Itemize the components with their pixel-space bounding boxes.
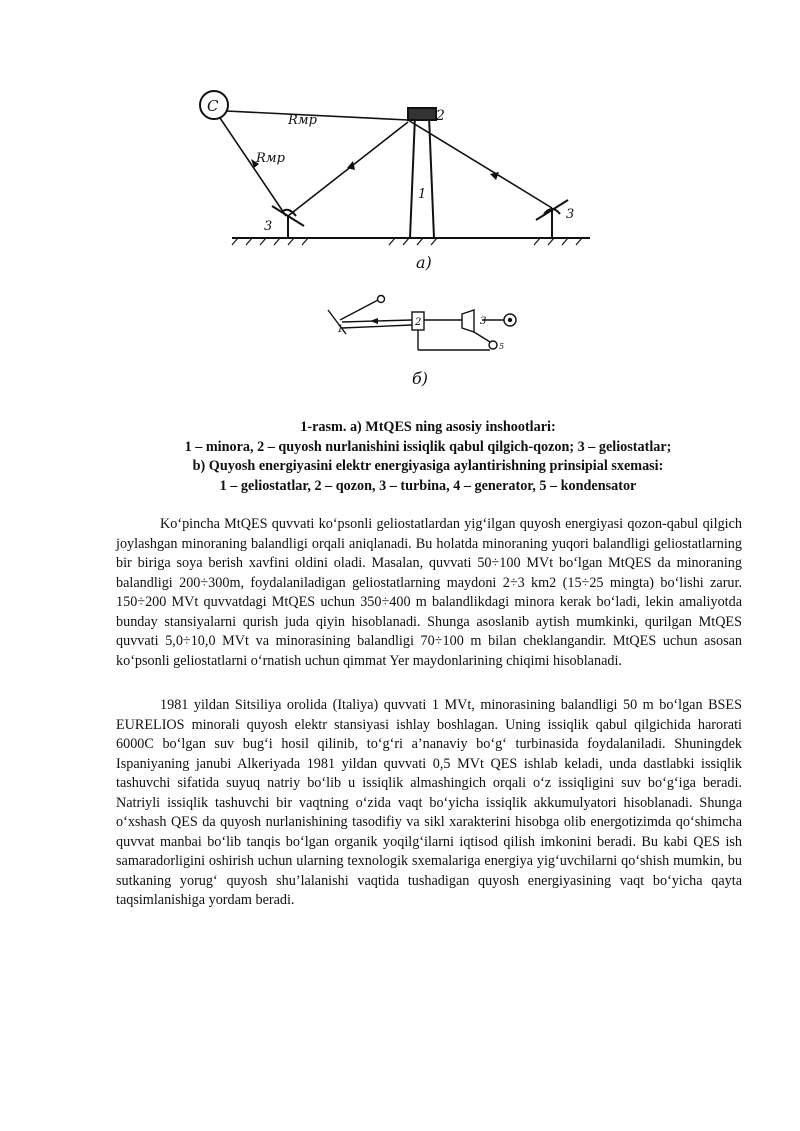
- paragraph-1-text: Ko‘pincha MtQES quvvati ko‘psonli geliostatlardan yig‘ilgan quyosh energiyasi qozon-qabul qilgich joylashgan minoraning balandligi orqali aniqlanadi. Bu holatda minoraning yuqori balandligi geliostatlarning bir biriga soya berish xavfini oldini oladi. Masalan, quvvati 50÷100 MVt bo‘lgan MtQES da minoraning balandligi 200÷300m, foydalaniladigan geliostatlarning maydoni 2÷3 km2 (15÷25 mingta) bo‘lishi zarur. 150÷200 MVt quvvatdagi MtQES uchun 350÷400 m balandlikdagi minora kerak bo‘ladi, lekin amaliyotda bunday stansiyalarni qurish juda qiyin hisoblanadi. Shunga asoslanib aytish mumkinki, qurilgan MtQES quvvati 5,0÷10,0 MVt va minorasining balandligi 70÷100 m bilan cheklangandir. MtQES uchun asosan ko‘psonli geliostatlarni o‘rnatish uchun qimmat Yer maydonlarining chiqimi hisoblanadi.: [116, 516, 742, 669]
- exhaust-line: [474, 332, 490, 342]
- generator-dot: [509, 319, 512, 322]
- caption-line-1: 1-rasm. a) MtQES ning asosiy inshootlari:: [300, 419, 556, 435]
- paragraph-2-text: 1981 yildan Sitsiliya orolida (Italiya) quvvati 1 MVt, minorasining balandligi 50 m bo‘lgan BSES EURELIOS minorali quyosh elektr stansiyasi ishlay boshlagan. Uning issiqlik qabul qilgichida harorati 6000C bo‘lgan suv bug‘i hosil qilinib, to‘g‘ri a’nanaviy bo‘g‘ turbinasida foydalaniladi. Shuningdek Ispaniyaning janubi Alkeriyada 1981 yildan quvvati 0,5 MVt QES ishlab keladi, unda dastlabki issiqlik tashuvchi sifatida suyuq natriy bo‘lib u issiqlik almashingich orqali o‘z issiqligini suv bo‘g‘iga beradi. Natriyli issiqlik tashuvchi bir vaqtning o‘zida vaqt bo‘yicha issiqlik akkumulyatori hisoblanadi. Shunga o‘xshash QES da quyosh nurlanishining tasodifiy va sikl xarakterini hisobga olib energotizimda qo‘shimcha quvvat manbai bo‘lib tanqis bo‘lgan organik yoqilg‘ilarni iqtisod qilish imkonini beradi. Bu kabi QES ish samaradorligini oshirish uchun ularning texnologik sxemalariga energiya yig‘uvchilarni qo‘shish mumkin, bu sutkaning yorug‘ quyosh shu’lalanishi vaqtida tushadigan quyosh energiyasining vaqt bo‘yicha qayta taqsimlanishiga yordam beradi.: [116, 697, 742, 908]
- turbine-b-label: 3: [480, 316, 487, 327]
- paragraph-1: [116, 515, 742, 671]
- receiver-boiler: [408, 108, 436, 120]
- condenser-b-label: 5: [499, 342, 505, 351]
- ray-sun-to-right: [226, 111, 408, 120]
- rmp-label-top: Rмр: [288, 113, 317, 128]
- condenser-coil: [489, 341, 497, 349]
- figure-caption: [110, 418, 746, 496]
- heliostat-left-label: 3: [264, 219, 273, 234]
- tower: [410, 116, 434, 238]
- rmp-label-left: Rмр: [256, 151, 285, 166]
- boiler-b-label: 2: [415, 317, 422, 328]
- figure: [190, 88, 610, 388]
- tower-number-label: 1: [418, 187, 427, 202]
- caption-line-3: b) Quyosh energiyasini elektr energiyasiga aylantirishning prinsipial sxemasi:: [192, 458, 664, 474]
- caption-line-2: 1 – minora, 2 – quyosh nurlanishini issiqlik qabul qilgich-qozon; 3 – geliostatlar;: [184, 438, 672, 455]
- concentrated-beam-b2: [342, 325, 412, 328]
- heliostat-b-label: 1: [337, 324, 344, 335]
- ray-to-receiver: [288, 122, 408, 216]
- subfigure-b-label: б): [412, 369, 429, 388]
- schematic-diagram: [190, 88, 610, 388]
- ground-hatching: [232, 238, 582, 245]
- subfigure-a-label: a): [416, 253, 432, 272]
- caption-line-4: 1 – geliostatlar, 2 – qozon, 3 – turbina, 4 – generator, 5 – kondensator: [219, 477, 637, 494]
- sun-ray-b: [340, 300, 378, 320]
- heliostat-left: [272, 206, 304, 238]
- heliostat-right: [536, 200, 568, 238]
- ray-sun-to-left: [220, 118, 286, 216]
- sun-label: C: [207, 97, 219, 115]
- heliostat-right-label: 3: [566, 207, 575, 222]
- arrow-head: [370, 318, 378, 324]
- arrow-head: [490, 172, 499, 180]
- receiver-number-label: 2: [436, 108, 445, 124]
- paragraph-2: [116, 696, 742, 911]
- turbine-shape: [462, 310, 474, 332]
- sun-b: [378, 296, 385, 303]
